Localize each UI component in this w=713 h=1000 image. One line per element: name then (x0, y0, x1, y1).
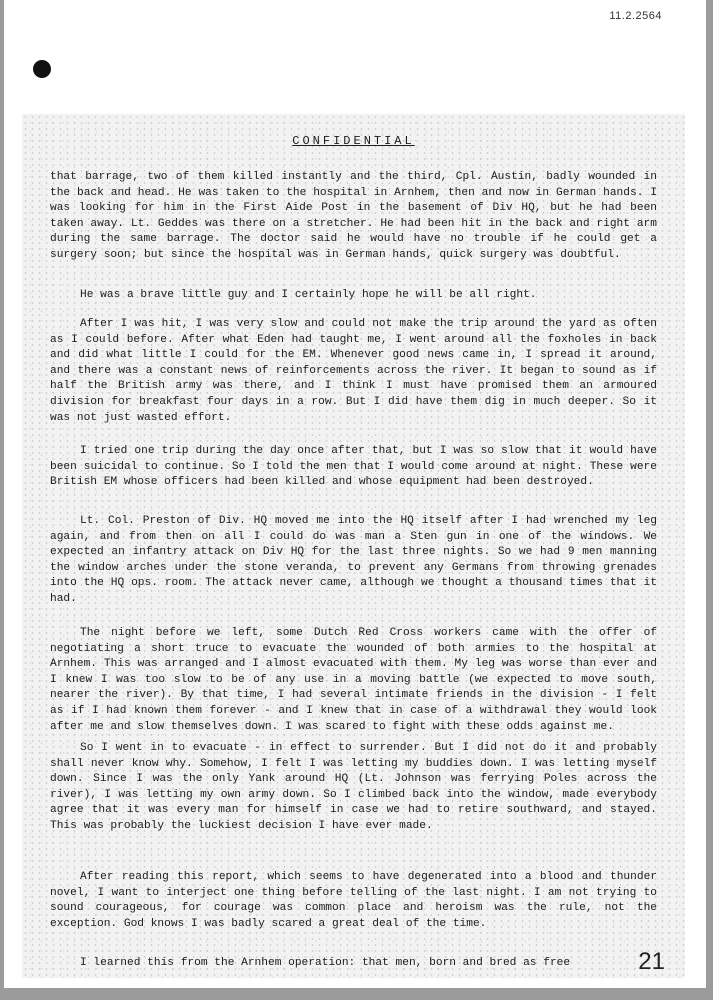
paragraph: So I went in to evacuate - in effect to surrender. But I did not do it and probably shall never know why. Somehow, I felt I was letting my buddies down. I was letting myself down. Since I was the only Yank around HQ (Lt. Johnson was ferrying Poles across the river), I was letting my own army down. So I climbed back into the window, made everybody agree that it was every man for himself in case we had to retire southward, and stayed. This was probably the luckiest decision I have ever made. (50, 742, 657, 832)
archive-stamp: 11.2.2564 (609, 10, 662, 22)
page-number: 21 (638, 948, 665, 975)
punch-hole (33, 60, 51, 78)
paragraph: I tried one trip during the day once after that, but I was so slow that it would have been suicidal to continue. So I told the men that I would come around at night. These were British EM whose officers had been killed and whose equipment had been destroyed. (50, 445, 657, 489)
document-page (4, 0, 706, 988)
paragraph: Lt. Col. Preston of Div. HQ moved me into the HQ itself after I had wrenched my leg again, and from then on all I could do was man a Sten gun in one of the windows. We expected an infantry attack on Div HQ for the last three nights. So we had 9 men manning the window arches under the stone veranda, to prevent any Germans from throwing grenades into the HQ ops. room. The attack never came, although we thought a thousand times that it had. (50, 515, 657, 605)
typed-text-area (22, 114, 685, 978)
classification-heading: CONFIDENTIAL (292, 134, 415, 148)
paragraph: He was a brave little guy and I certainly hope he will be all right. (80, 289, 537, 301)
paragraph: that barrage, two of them killed instantly and the third, Cpl. Austin, badly wounded in the back and head. He was taken to the hospital in Arnhem, then and now in German hands. I was looking for him in the First Aide Post in the basement of Div HQ, but he had been taken away. Lt. Geddes was there on a stretcher. He had been hit in the back and right arm during the same barrage. The doctor said he would have no trouble if he could get a surgery soon; but since the hospital was in German hands, quick surgery was doubtful. (50, 171, 657, 261)
paragraph: After I was hit, I was very slow and could not make the trip around the yard as often as I could before. After what Eden had taught me, I went around all the foxholes in back and did what little I could for the EM. Whenever good news came in, I spread it around, and there was a constant news of reinforcements across the river. It began to sound as if half the British army was there, and I think I must have promised them an armoured division for breakfast four days in a row. But I did have them dig in much deeper. So it was not just wasted effort. (50, 318, 657, 424)
paragraph: I learned this from the Arnhem operation: that men, born and bred as free (80, 957, 571, 969)
paragraph: After reading this report, which seems to have degenerated into a blood and thunder novel, I want to interject one thing before telling of the last night. I am not trying to sound courageous, for courage was common place and heroism was the rule, not the exception. God knows I was badly scared a great deal of the time. (50, 871, 657, 930)
paragraph: The night before we left, some Dutch Red Cross workers came with the offer of negotiating a short truce to evacuate the wounded of both armies to the hospital at Arnhem. This was arranged and I almost evacuated with them. My leg was worse than ever and I knew I was too slow to be of any use in a moving battle (we expected to move south, nearer the river). By that time, I had several intimate friends in the division - I felt as if I had known them forever - and I knew that in case of a withdrawal they would look after me and slow themselves down. I was scared to fight with these odds against me. (50, 627, 657, 733)
